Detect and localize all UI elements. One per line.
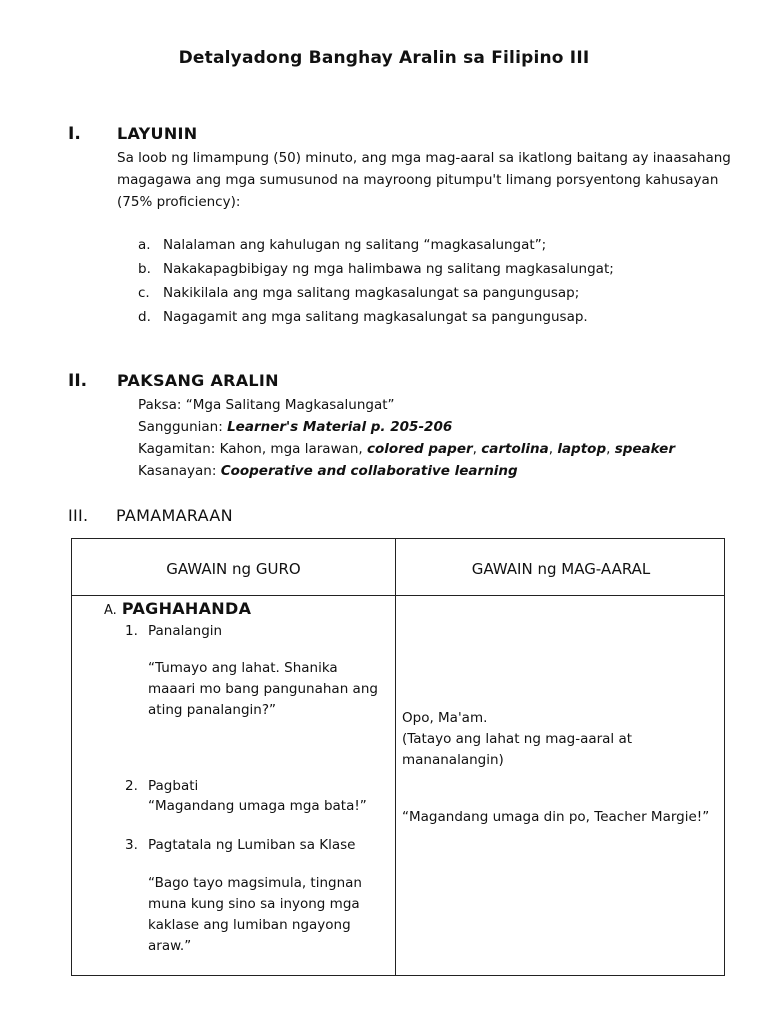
section-2-number: II. <box>68 371 88 391</box>
section-2-title: PAKSANG ARALIN <box>117 371 279 390</box>
sanggunian-row: Sanggunian: Learner's Material p. 205-206 <box>138 419 453 435</box>
paksang-aralin-details <box>138 394 675 482</box>
section-3-number: III. <box>68 506 89 525</box>
header-teacher: GAWAIN ng GURO <box>166 560 301 578</box>
document-title: Detalyadong Banghay Aralin sa Filipino III <box>178 48 590 68</box>
activities-table <box>71 538 725 976</box>
step-quote: “Magandang umaga mga bata!” <box>148 798 367 814</box>
step-quote: “Bago tayo magsimula, tingnan muna kung sino sa inyong mga kaklase ang lumiban ngayong araw.” <box>148 875 362 954</box>
objective-item: a. Nalalaman ang kahulugan ng salitang “magkasalungat”; <box>138 237 547 253</box>
step-item: 1. Panalangin <box>125 623 223 639</box>
subsection-heading: A. PAGHAHANDA <box>104 599 252 618</box>
paksa-row: Paksa: “Mga Salitang Magkasalungat” <box>138 397 395 413</box>
student-response: Opo, Ma'am. (Tatayo ang lahat ng mag-aaral at mananalangin) <box>402 710 633 768</box>
kagamitan-row: Kagamitan: Kahon, mga larawan, colored paper, cartolina, laptop, speaker <box>138 441 675 457</box>
step-item: 2. Pagbati <box>125 778 199 794</box>
student-response: “Magandang umaga din po, Teacher Margie!” <box>402 809 710 825</box>
step-quote: “Tumayo ang lahat. Shanika maaari mo bang pangunahan ang ating panalangin?” <box>148 660 378 718</box>
objective-item: c. Nakikilala ang mga salitang magkasalungat sa pangungusap; <box>138 285 580 301</box>
column-divider <box>395 539 396 975</box>
header-divider <box>72 595 724 596</box>
header-student: GAWAIN ng MAG-AARAL <box>471 560 651 578</box>
section-1-intro: Sa loob ng limampung (50) minuto, ang mga mag-aaral sa ikatlong baitang ay inaasahang magagawa ang mga sumusunod na mayroong pitumpu't limang porsyentong kahusayan (75% proficiency): <box>117 150 731 210</box>
step-item: 3. Pagtatala ng Lumiban sa Klase <box>125 837 356 853</box>
section-1-title: LAYUNIN <box>117 124 198 143</box>
objective-item: b. Nakakapagbibigay ng mga halimbawa ng salitang magkasalungat; <box>138 261 614 277</box>
objective-item: d. Nagagamit ang mga salitang magkasalungat sa pangungusap. <box>138 309 588 325</box>
objectives-list <box>138 233 614 329</box>
section-3-title: PAMAMARAAN <box>116 506 233 525</box>
section-1-number: I. <box>68 124 81 144</box>
kasanayan-row: Kasanayan: Cooperative and collaborative learning <box>138 463 518 479</box>
